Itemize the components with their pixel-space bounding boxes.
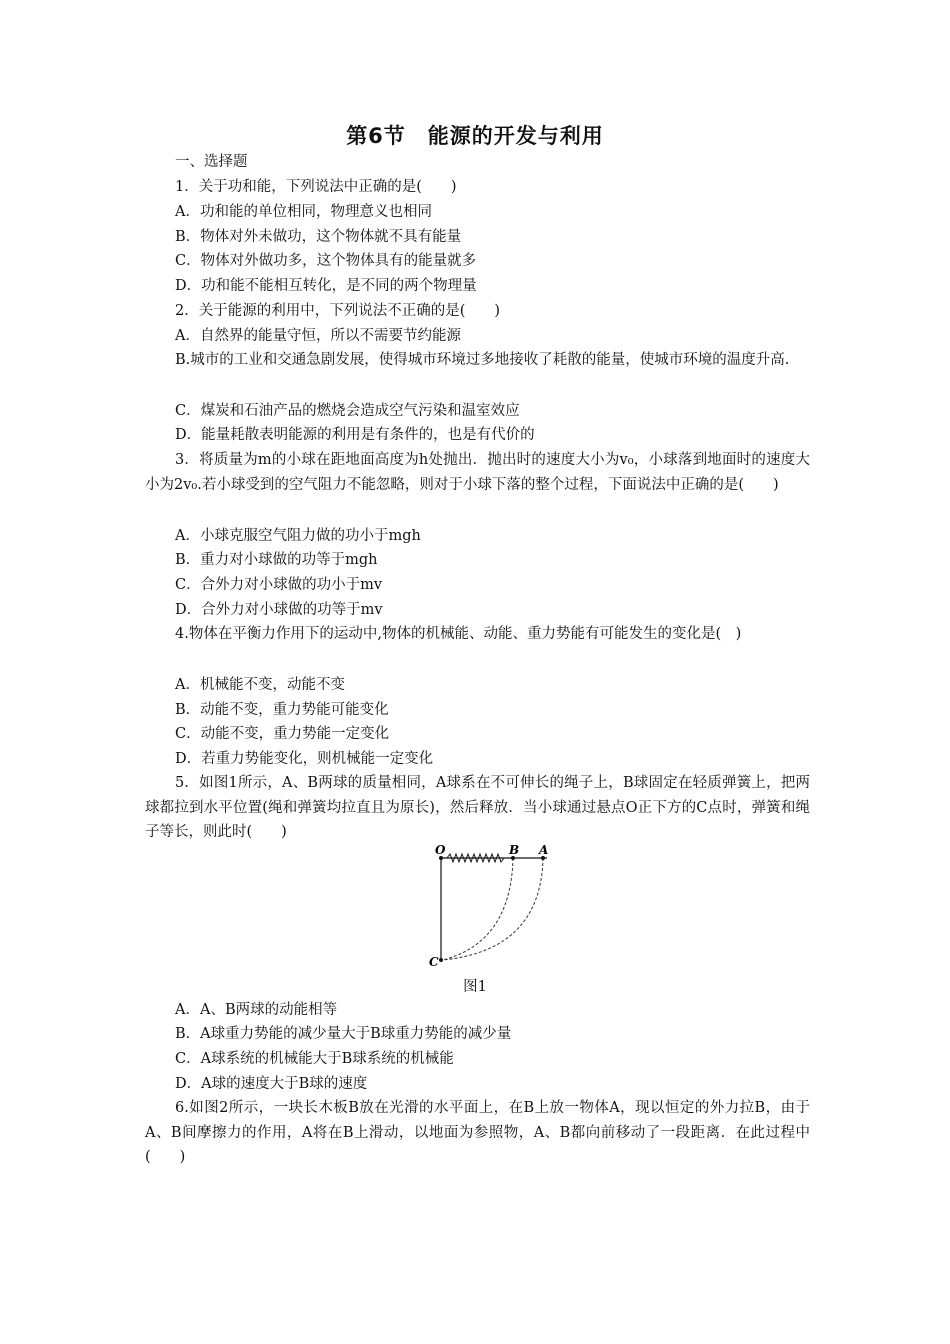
label-a: A bbox=[539, 843, 549, 857]
page-title: 第6节 能源的开发与利用 bbox=[346, 124, 604, 148]
q3-option-c: C．合外力对小球做的功小于mv bbox=[175, 577, 383, 593]
q3-option-b: B．重力对小球做的功等于mgh bbox=[175, 552, 378, 568]
q1-stem: 1．关于功和能，下列说法中正确的是( ) bbox=[175, 179, 457, 195]
q4-option-b: B．动能不变，重力势能可能变化 bbox=[175, 702, 389, 718]
q4-option-a: A．机械能不变，动能不变 bbox=[175, 677, 345, 693]
q5-option-c: C．A球系统的机械能大于B球系统的机械能 bbox=[175, 1051, 454, 1067]
q3-option-d: D．合外力对小球做的功等于mv bbox=[175, 602, 383, 618]
point-c bbox=[439, 958, 443, 962]
figure-1-caption: 图1 bbox=[463, 979, 487, 995]
q1-option-a: A．功和能的单位相同，物理意义也相同 bbox=[175, 204, 432, 220]
q3-stem: 3．将质量为m的小球在距地面高度为h处抛出．抛出时的速度大小为v₀，小球落到地面时的速度大小为2v₀.若小球受到的空气阻力不能忽略，则对于小球下落的整个过程，下面说法中正确的是( ) bbox=[145, 452, 810, 493]
q4-stem: 4.物体在平衡力作用下的运动中,物体的机械能、动能、重力势能有可能发生的变化是( ) bbox=[175, 626, 742, 642]
q1-option-b: B．物体对外未做功，这个物体就不具有能量 bbox=[175, 229, 462, 245]
q2-option-d: D．能量耗散表明能源的利用是有条件的，也是有代价的 bbox=[175, 427, 535, 443]
a-trajectory-arc bbox=[443, 858, 543, 960]
q2-stem: 2．关于能源的利用中，下列说法不正确的是( ) bbox=[175, 303, 501, 319]
q4-option-c: C．动能不变，重力势能一定变化 bbox=[175, 726, 390, 742]
q5-option-b: B．A球重力势能的减少量大于B球重力势能的减少量 bbox=[175, 1026, 512, 1042]
section-heading: 一、选择题 bbox=[175, 154, 248, 170]
label-b: B bbox=[509, 843, 520, 857]
q2-option-b: B.城市的工业和交通急剧发展，使得城市环境过多地接收了耗散的能量，使城市环境的温度升高. bbox=[175, 352, 790, 368]
q1-option-c: C．物体对外做功多，这个物体具有的能量就多 bbox=[175, 253, 477, 269]
label-c: C bbox=[429, 955, 439, 969]
q2-option-a: A．自然界的能量守恒，所以不需要节约能源 bbox=[175, 328, 461, 344]
q2-option-c: C．煤炭和石油产品的燃烧会造成空气污染和温室效应 bbox=[175, 403, 520, 419]
figure-1-diagram bbox=[425, 842, 565, 970]
q3-option-a: A．小球克服空气阻力做的功小于mgh bbox=[175, 528, 421, 544]
q4-option-d: D．若重力势能变化，则机械能一定变化 bbox=[175, 751, 434, 767]
q1-option-d: D．功和能不能相互转化，是不同的两个物理量 bbox=[175, 278, 477, 294]
q6-stem: 6.如图2所示，一块长木板B放在光滑的水平面上，在B上放一物体A，现以恒定的外力拉B，由于A、B间摩擦力的作用，A将在B上滑动，以地面为参照物，A、B都向前移动了一段距离．在此过程中( ) bbox=[145, 1100, 810, 1165]
q5-stem: 5．如图1所示，A、B两球的质量相同，A球系在不可伸长的绳子上，B球固定在轻质弹簧上，把两球都拉到水平位置(绳和弹簧均拉直且为原长)，然后释放．当小球通过悬点O正下方的C点时，弹簧和绳子等长，则此时( ) bbox=[145, 775, 810, 840]
q5-option-a: A．A、B两球的动能相等 bbox=[175, 1002, 338, 1018]
q5-option-d: D．A球的速度大于B球的速度 bbox=[175, 1076, 368, 1092]
b-trajectory-arc bbox=[443, 858, 513, 960]
label-o: O bbox=[435, 843, 446, 857]
